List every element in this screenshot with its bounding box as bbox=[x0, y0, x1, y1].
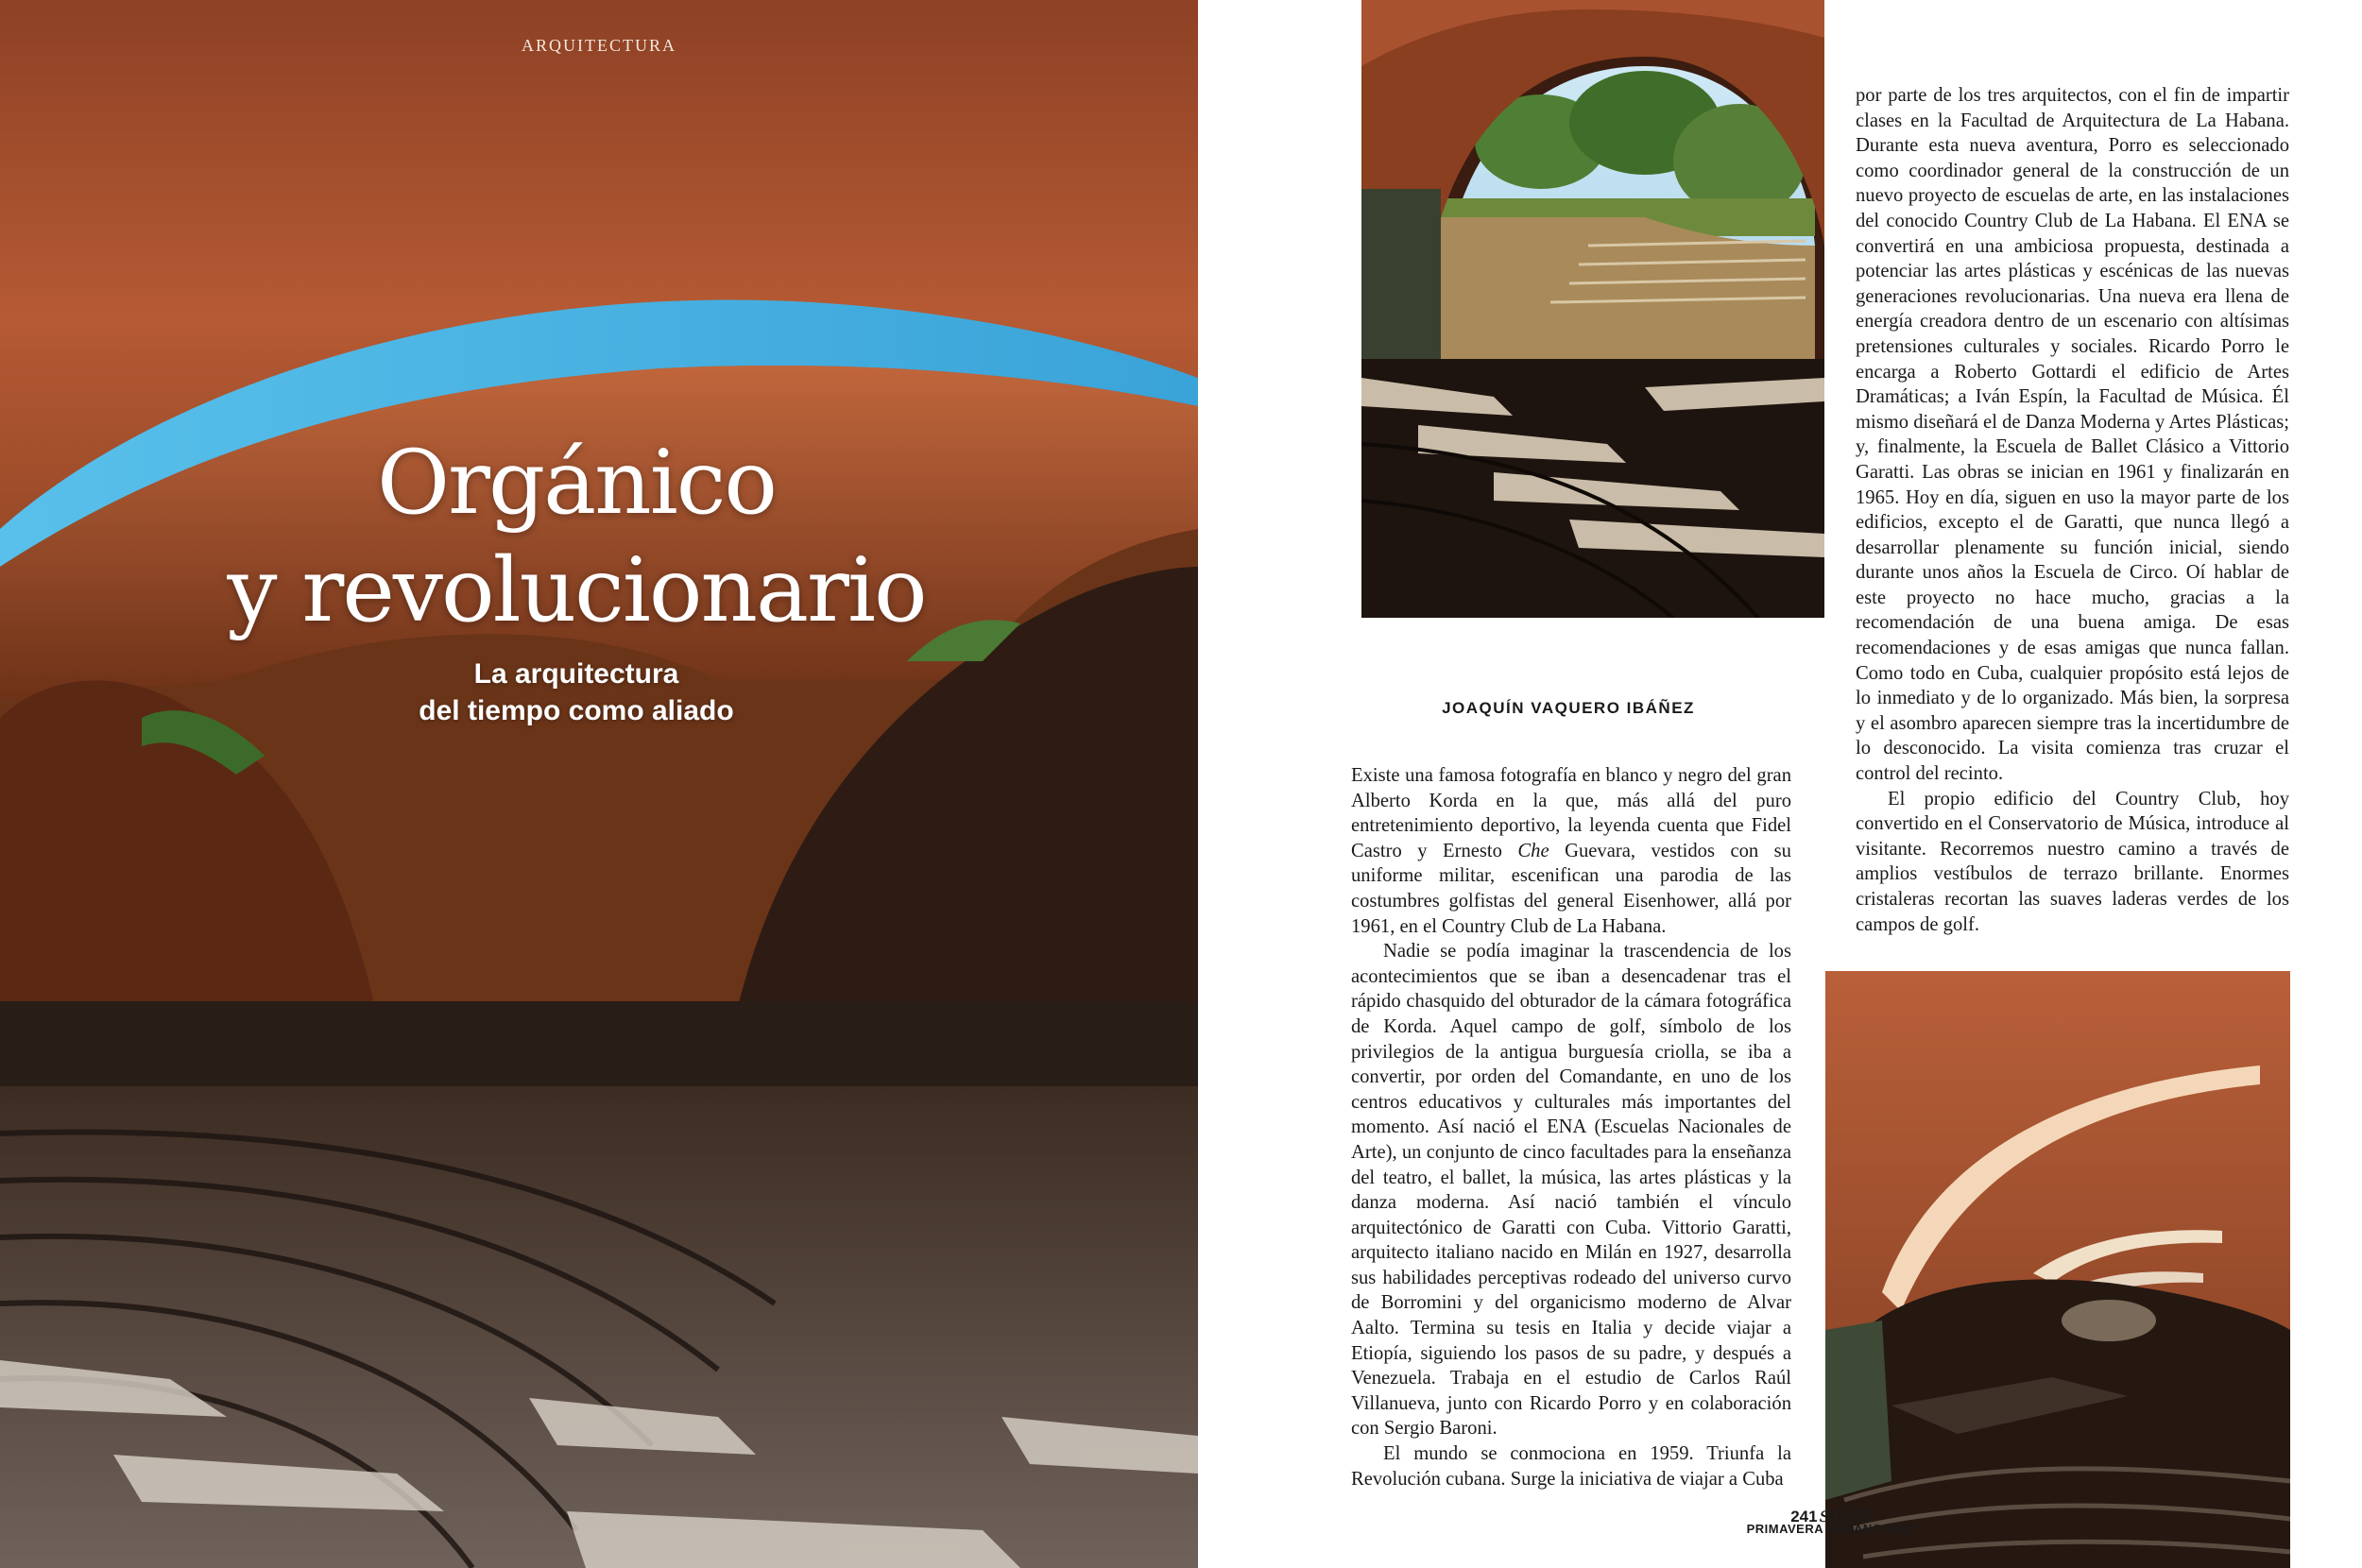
article-title bbox=[151, 430, 1001, 645]
paragraph-1-italic: Che bbox=[1517, 840, 1549, 861]
section-label: ARQUITECTURA bbox=[522, 36, 676, 55]
subtitle-line-1: La arquitectura bbox=[473, 658, 679, 690]
paragraph-1-text-b: Guevara, vestidos con su uniforme militar, escenifican una parodia de las costumbres golfistas del general Eisenhower, allá por 1961, en el Country Club de La Habana. bbox=[1351, 840, 1791, 937]
title-line-2: y revolucionario bbox=[227, 539, 926, 642]
paragraph-2: Nadie se podía imaginar la trascendencia de los acontecimientos que se iban a desencadenar tras el rápido chasquido del obturador de la cámara fotográfica de Korda. Aquel campo de golf, símbolo de los privilegios de la antigua burguesía criolla, se iba a convertir, por orden del Comandante, en uno de los centros educativos y culturales más importantes del momento. Así nació el ENA (Escuelas Nacionales de Arte), un conjunto de cinco facultades para la enseñanza del teatro, el ballet, la música, las artes plásticas y la danza moderna. Así nació también el vínculo arquitectónico de Garatti con Cuba. Vittorio Garatti, arquitecto italiano nacido en Milán en 1927, desarrolla sus habilidades perceptivas rodeado del universo curvo de Borromini y del organicismo moderno de Alvar Aalto. Termina su tesis en Italia y decide viajar a Etiopía, siguiendo los pasos de su padre, y después a Venezuela. Trabaja en el estudio de Carlos Raúl Villanueva, junto con Ricardo Porro y en colaboración con Sergio Baroni. bbox=[1351, 941, 1791, 1440]
page-folio bbox=[1737, 1504, 1926, 1536]
article-column-1 bbox=[1257, 763, 1791, 1491]
paragraph-1 bbox=[1257, 763, 1791, 939]
arch-view-photo bbox=[1361, 0, 1824, 618]
article-subtitle bbox=[246, 656, 907, 729]
paragraph-1-text-a: Existe una famosa fotografía en blanco y negro del gran Alberto Korda en la que, más allá del puro entretenimiento deportivo, la leyenda cuenta que Fidel Castro y Ernesto bbox=[1351, 765, 1791, 861]
issue-season: PRIMAVERA VERANO 2017 bbox=[1746, 1522, 1916, 1536]
magazine-logo: solar bbox=[1819, 1504, 1872, 1527]
paragraph-5: El propio edificio del Country Club, hoy convertido en el Conservatorio de Música, introduce al visitante. Recorremos nuestro camino a través de amplios vestíbulos de terrazo brillante. Enormes cristaleras recortan las suaves laderas verdes de los campos de golf. bbox=[1856, 788, 2289, 935]
article-column-2 bbox=[1856, 83, 2289, 937]
title-line-1: Orgánico bbox=[376, 432, 777, 535]
page-number: 241 bbox=[1790, 1508, 1818, 1525]
vaulted-corridor-photo bbox=[1825, 971, 2290, 1568]
paragraph-3: El mundo se conmociona en 1959. Triunfa la Revolución cubana. Surge la iniciativa de viajar a Cuba bbox=[1351, 1443, 1791, 1490]
author-byline: JOAQUÍN VAQUERO IBÁÑEZ bbox=[1442, 699, 1695, 717]
paragraph-4: por parte de los tres arquitectos, con el fin de impartir clases en la Facultad de Arquitectura de La Habana. Durante esta nueva aventura, Porro es seleccionado como coordinador general de la construcción de un nuevo proyecto de escuelas de arte, en las instalaciones del conocido Country Club de La Habana. El ENA se convertirá en una ambiciosa propuesta, destinada a potenciar las artes plásticas y escénicas de las nuevas generaciones revolucionarias. Una nueva era llena de energía creadora dentro de un escenario con altísimas pretensiones culturales y sociales. Ricardo Porro le encarga a Roberto Gottardi el edificio de Artes Dramáticas; a Iván Espín, la Facultad de Música. Él mismo diseñará el de Danza Moderna y Artes Plásticas; y, finalmente, la Escuela de Ballet Clásico a Vittorio Garatti. Las obras se inician en 1961 y finalizarán en 1965. Hoy en día, siguen en uso la mayor parte de los edificios, excepto el de Garatti, que nunca llegó a desarrollar plenamente su función inicial, siendo durante unos años la Escuela de Circo. Oí hablar de este proyecto no hace mucho, gracias a la recomendación de una buena amiga. De esas recomendaciones y de esas amigas que nunca fallan. Como todo en Cuba, cualquier propósito está lejos de lo inmediato y de lo organizado. Más bien, la sorpresa y el asombro aparecen siempre tras la incertidumbre de lo desconocido. La visita comienza tras cruzar el control del recinto. bbox=[1856, 85, 2289, 785]
subtitle-line-2: del tiempo como aliado bbox=[419, 695, 734, 726]
